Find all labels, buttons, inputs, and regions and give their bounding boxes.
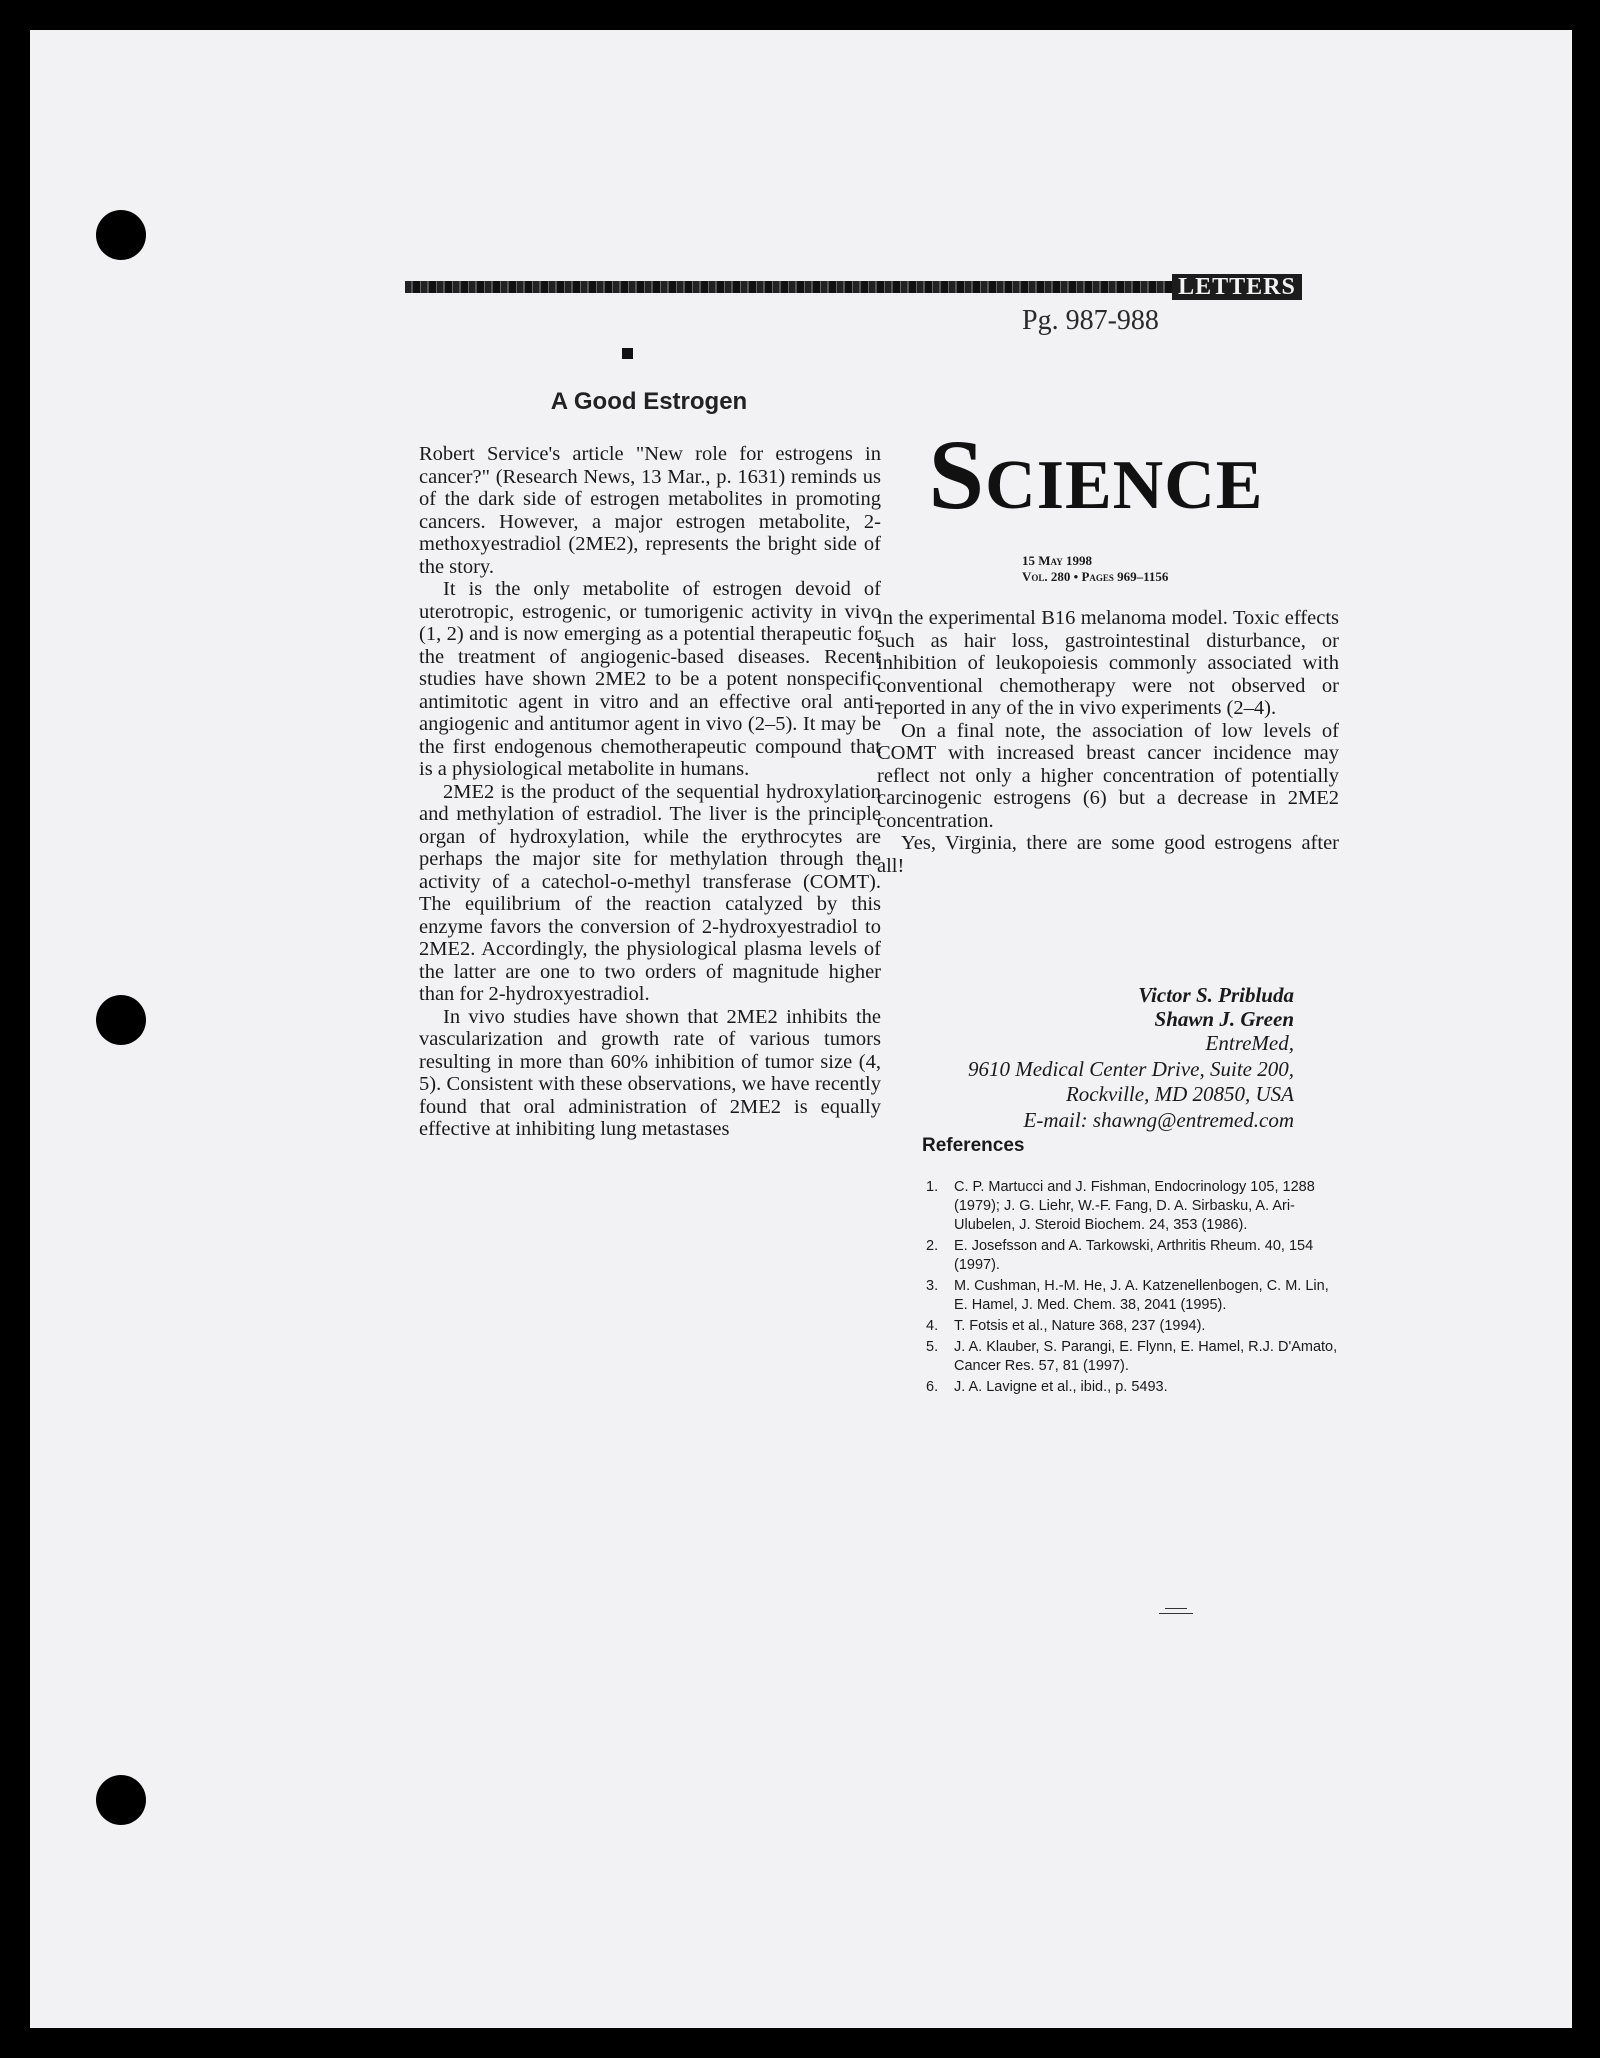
reference-item bbox=[926, 1378, 1340, 1397]
author-name: Victor S. Pribluda bbox=[1138, 983, 1294, 1007]
reference-text: M. Cushman, H.-M. He, J. A. Katzenellenbogen, C. M. Lin, E. Hamel, J. Med. Chem. 38, 2041 (1995). bbox=[954, 1278, 1329, 1313]
paragraph: In vivo studies have shown that 2ME2 inhibits the vascularization and growth rate of various tumors resulting in more than 60% inhibition of tumor size (4, 5). Consistent with these observations, we have recently found that oral administration of 2ME2 is equally effective at inhibiting lung metastases bbox=[419, 1005, 881, 1140]
author-email: E-mail: shawng@entremed.com bbox=[1023, 1108, 1294, 1132]
reference-item bbox=[926, 1317, 1340, 1336]
section-tag: LETTERS bbox=[1172, 274, 1302, 300]
paragraph: Yes, Virginia, there are some good estrogens after all! bbox=[877, 832, 1339, 877]
left-column bbox=[419, 443, 881, 1141]
header-rule bbox=[405, 281, 1202, 293]
stray-mark bbox=[1159, 1613, 1193, 1614]
references-heading: References bbox=[922, 1135, 1025, 1156]
paragraph: in the experimental B16 melanoma model. Toxic effects such as hair loss, gastrointestinal disturbance, or inhibition of leukopoiesis commonly associated with conventional chemotherapy were not observed or reported in any of the in vivo experiments (2–4). bbox=[877, 607, 1339, 719]
title-bullet bbox=[622, 348, 633, 359]
punch-hole bbox=[96, 210, 146, 260]
reference-text: J. A. Lavigne et al., ibid., p. 5493. bbox=[954, 1379, 1168, 1395]
reference-item bbox=[926, 1277, 1340, 1315]
paragraph: 2ME2 is the product of the sequential hydroxylation and methylation of estradiol. The liver is the principle organ of hydroxylation, while the erythrocytes are perhaps the major site for methylation through the activity of a catechol-o-methyl transferase (COMT). The equilibrium of the reaction catalyzed by this enzyme favors the conversion of 2-hydroxyestradiol to 2ME2. Accordingly, the physiological plasma levels of the latter are one to two orders of magnitude higher than for 2-hydroxyestradiol. bbox=[419, 780, 881, 1005]
paragraph: It is the only metabolite of estrogen devoid of uterotropic, estrogenic, or tumorigenic activity in vivo (1, 2) and is now emerging as a potential therapeutic for the treatment of angiogenic-based diseases. Recent studies have shown 2ME2 to be a potent nonspecific antimitotic agent in vitro and an effective oral anti-angiogenic and antitumor agent in vivo (2–5). It may be the first endogenous chemotherapeutic compound that is a physiological metabolite in humans. bbox=[419, 578, 881, 780]
reference-number: 4. bbox=[926, 1318, 939, 1334]
article-title: A Good Estrogen bbox=[550, 388, 748, 415]
right-column bbox=[877, 607, 1339, 877]
author-name: Shawn J. Green bbox=[1154, 1007, 1294, 1031]
punch-hole bbox=[96, 995, 146, 1045]
reference-number: 3. bbox=[926, 1278, 939, 1294]
issue-volume: Vol. 280 • Pages 969–1156 bbox=[1022, 569, 1169, 584]
page-reference: Pg. 987-988 bbox=[1022, 305, 1159, 336]
paragraph: On a final note, the association of low levels of COMT with increased breast cancer incidence may reflect not only a higher concentration of potentially carcinogenic estrogens (6) but a decrease in 2ME2 concentration. bbox=[877, 719, 1339, 832]
reference-text: C. P. Martucci and J. Fishman, Endocrinology 105, 1288 (1979); J. G. Liehr, W.-F. Fang, D. A. Sirbasku, A. Ari-Ulubelen, J. Steroid Biochem. 24, 353 (1986). bbox=[954, 1179, 1315, 1233]
journal-masthead: Science bbox=[928, 419, 1264, 530]
issue-date: 15 May 1998 bbox=[1022, 553, 1092, 568]
reference-item bbox=[926, 1178, 1340, 1235]
reference-number: 6. bbox=[926, 1379, 939, 1395]
reference-number: 5. bbox=[926, 1339, 939, 1355]
author-organization: EntreMed, bbox=[1205, 1031, 1294, 1055]
reference-item bbox=[926, 1237, 1340, 1275]
reference-text: T. Fotsis et al., Nature 368, 237 (1994). bbox=[954, 1318, 1206, 1334]
author-address: Rockville, MD 20850, USA bbox=[1065, 1082, 1294, 1106]
references-list bbox=[926, 1178, 1340, 1399]
reference-number: 2. bbox=[926, 1238, 939, 1254]
paragraph: Robert Service's article "New role for estrogens in cancer?" (Research News, 13 Mar., p. 1631) reminds us of the dark side of estrogen metabolites in promoting cancers. However, a major estrogen metabolite, 2-methoxyestradiol (2ME2), represents the bright side of the story. bbox=[419, 443, 881, 578]
reference-item bbox=[926, 1338, 1340, 1376]
reference-number: 1. bbox=[926, 1179, 939, 1195]
reference-text: J. A. Klauber, S. Parangi, E. Flynn, E. Hamel, R.J. D'Amato, Cancer Res. 57, 81 (1997). bbox=[954, 1339, 1338, 1374]
punch-hole bbox=[96, 1775, 146, 1825]
reference-text: E. Josefsson and A. Tarkowski, Arthritis Rheum. 40, 154 (1997). bbox=[954, 1238, 1314, 1273]
author-address: 9610 Medical Center Drive, Suite 200, bbox=[967, 1057, 1294, 1081]
